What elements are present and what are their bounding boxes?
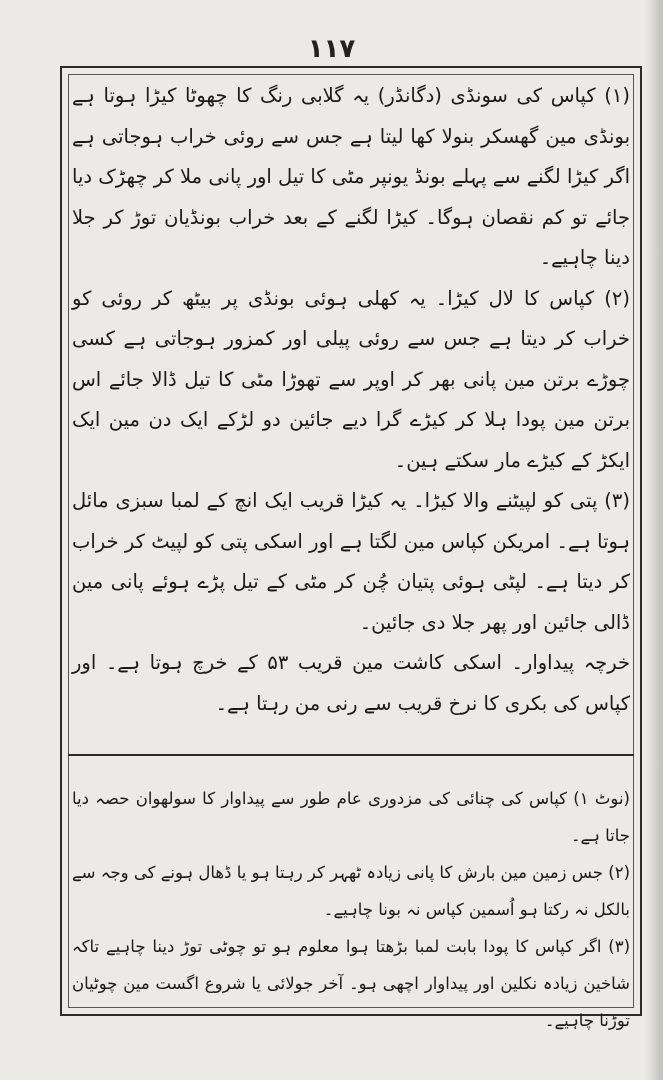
main-text-block [72,76,630,754]
page-number: ۱۱۷ [307,34,356,64]
paragraph-production-cost: خرچہ پیداوار۔ اسکی کاشت مین قریب ۵۳ کے خرچ ہوتا ہے۔ اور کپاس کی بکری کا نرخ قریب سے رنی من رہتا ہے۔ [72,651,631,715]
paragraph-red-cotton-bug: (۲) کپاس کا لال کیڑا۔ یہ کھلی ہوئی بونڈی پر بیٹھ کر روئی کو خراب کر دیتا ہے جس سے روئی پیلی اور کمزور ہوجاتی ہے کسی چوڑے برتن مین پانی بھر کر اوپر سے تھوڑا مٹی کا تیل ڈالا جائے اس برتن مین پودا ہلا کر کیڑے گرا دیے جائین دو لڑکے ایک دن مین ایک ایکڑ کے کیڑے مار سکتے ہین۔ [72,286,630,472]
notes-block [72,780,630,1039]
note-2: (۲) جس زمین مین بارش کا پانی زیادہ ٹھہر کر رہتا ہو یا ڈھال ہونے کی وجہ سے بالکل نہ رکتا ہو اُسمین کپاس نہ بونا چاہیے۔ [72,863,630,919]
page-edge-shadow [645,0,663,1080]
text-frame [60,66,642,1030]
section-divider [68,754,634,756]
note-1: (نوٹ ۱) کپاس کی چنائی کی مزدوری عام طور سے پیداوار کا سولھوان حصہ دیا جاتا ہے۔ [72,789,630,845]
note-3: (۳) اگر کپاس کا پودا بابت لمبا بڑھتا ہوا معلوم ہو تو چوٹی توڑ دینا چاہیے تاکہ شاخین زیادہ نکلین اور پیداوار اچھی ہو۔ آخر جولائی یا شروع اگست مین چوٹیان توڑنا چاہیے۔ [72,937,630,1030]
paragraph-cotton-bollworm: (۱) کپاس کی سونڈی (دگانڈر) یہ گلابی رنگ کا چھوٹا کیڑا ہوتا ہے بونڈی مین گھسکر بنولا کھا لیتا ہے جس سے روئی خراب ہوجاتی ہے اگر کیڑا لگنے سے پہلے بونڈ یونپر مٹی کا تیل اور پانی ملا کر چھڑک دیا جائے تو کم نقصان ہوگا۔ کیڑا لگنے کے بعد خراب بونڈیان توڑ کر جلا دینا چاہیے۔ [72,84,630,269]
paragraph-leaf-roller: (۳) پتی کو لپیٹنے والا کیڑا۔ یہ کیڑا قریب ایک انچ کے لمبا سبزی مائل ہوتا ہے۔ امریکن کپاس مین لگتا ہے اور اسکی پتی کو لپیٹ کر خراب کر دیتا ہے۔ لپٹی ہوئی پتیان چُن کر مٹی کے تیل پڑے ہوئے پانی مین ڈالی جائین اور پھر جلا دی جائین۔ [72,489,630,634]
